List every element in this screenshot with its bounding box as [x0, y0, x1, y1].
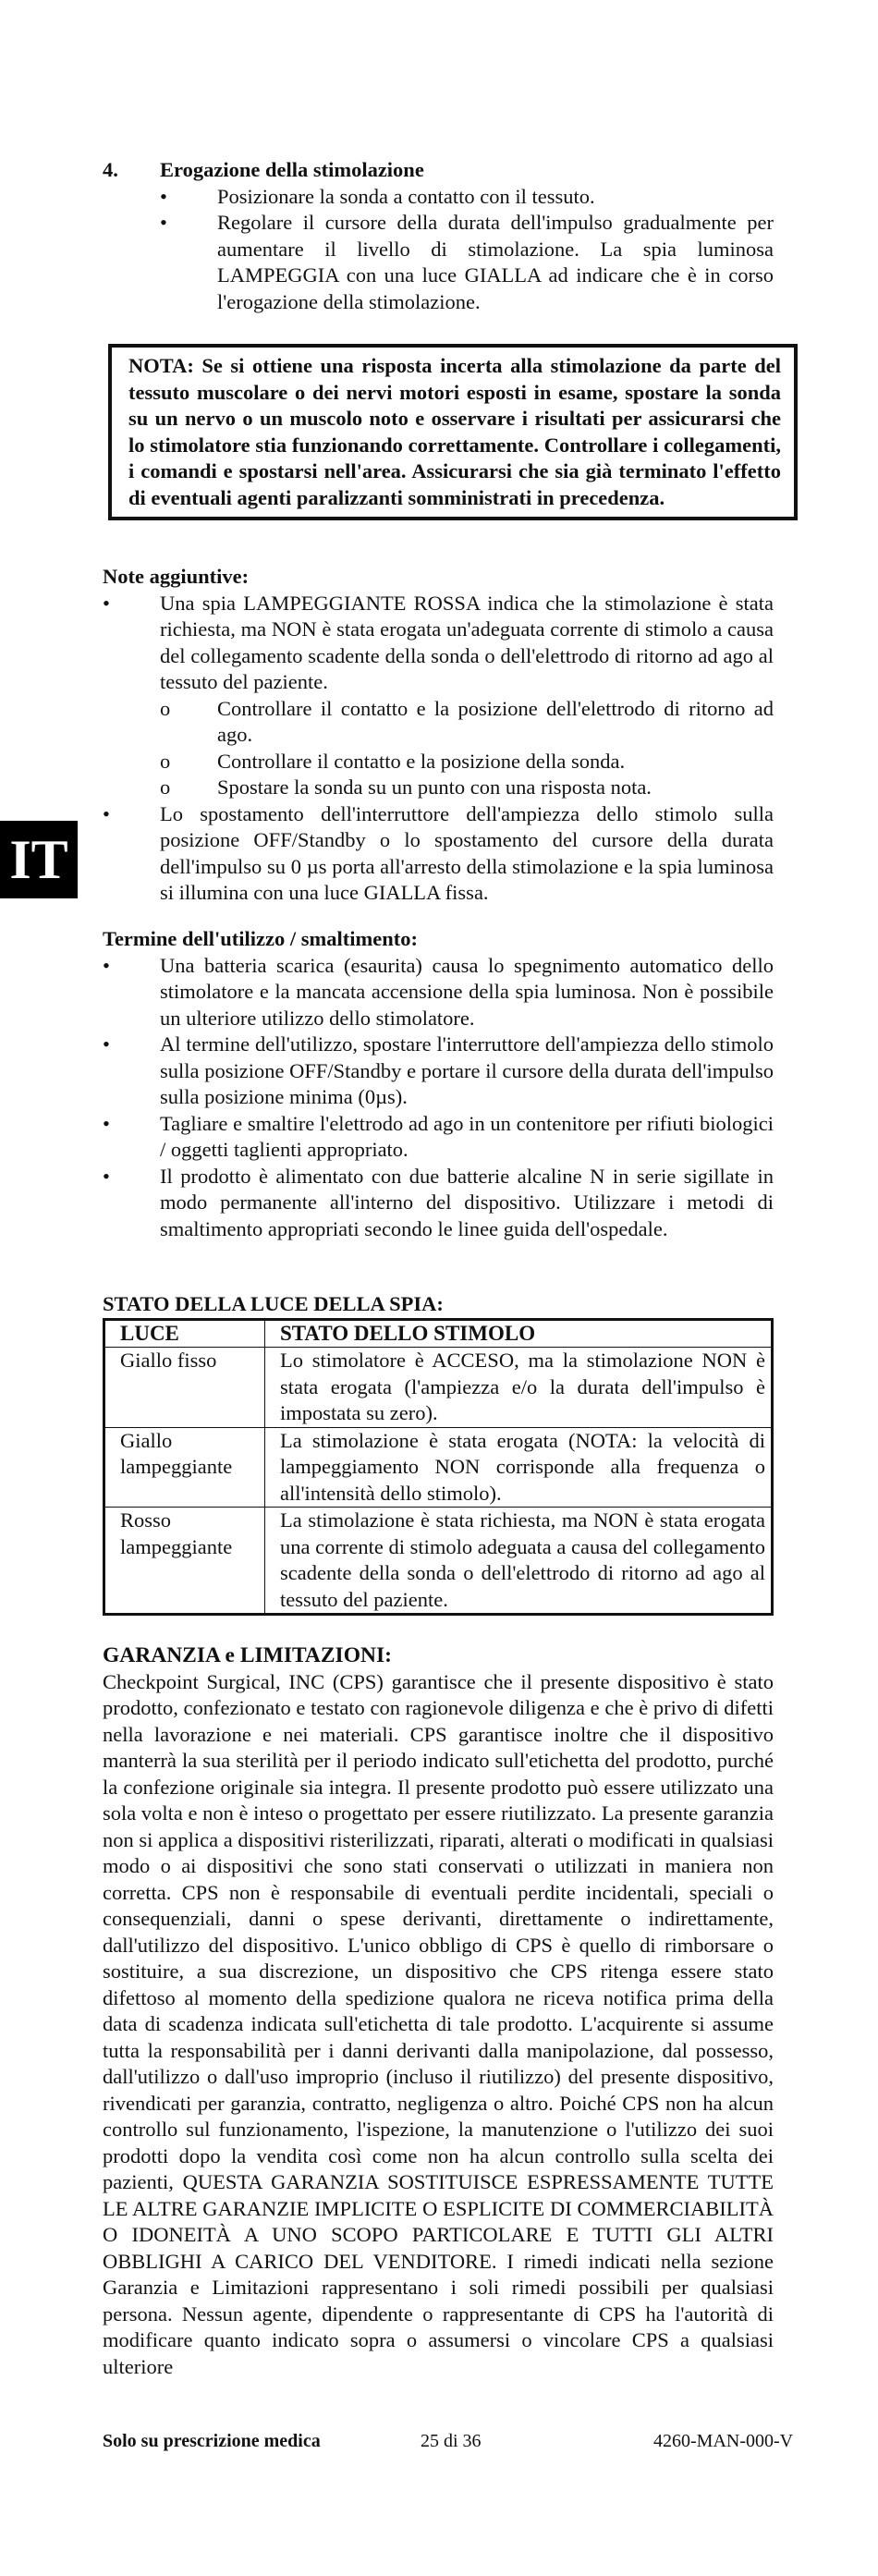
- sub-list-item: o Spostare la sonda su un punto con una risposta nota.: [103, 775, 774, 801]
- light-cell: Rosso lampeggiante: [104, 1508, 265, 1615]
- warranty-text: Checkpoint Surgical, INC (CPS) garantisce che il presente dispositivo è stato prodotto, confezionato e testato con ragionevole diligenza e che è privo di difetti nella lavorazione e nei materiali. CPS garantisce inoltre che il dispositivo manterrà la sua sterilità per il periodo indicato sull'etichetta del prodotto, purché la confezione originale sia integra. Il presente prodotto può essere utilizzato una sola volta e non è inteso o progettato per essere riutilizzato. La presente garanzia non si applica a dispositivi risterilizzati, riparati, alterati o modificati in qualsiasi modo o ai dispositivi che sono stati conservati o utilizzati in maniera non corretta. CPS non è responsabile di eventuali perdite incidentali, speciali o consequenziali, danni o spese derivanti, direttamente o indirettamente, dall'utilizzo del dispositivo. L'unico obbligo di CPS è quello di rimborsare o sostituire, a sua discrezione, un dispositivo che CPS ritenga essere stato difettoso al momento della spedizione qualora ne riceva notifica prima della data di scadenza indicata sull'etichetta di tale prodotto. L'acquirente si assume tutta la responsabilità per i danni derivanti dalla manipolazione, dal possesso, dall'utilizzo o dall'uso improprio (incluso il riutilizzo) del presente dispositivo, rivendicati per garanzia, contratto, negligenza o altro. Poiché CPS non ha alcun controllo sul funzionamento, l'ispezione, la manutenzione o l'utilizzo dei suoi prodotti dopo la vendita così come non ha alcun controllo sulla scelta dei pazienti, QUESTA GARANZIA SOSTITUISCE ESPRESSAMENTE TUTTE LE ALTRE GARANZIE IMPLICITE O ESPLICITE DI COMMERCIABILITÀ O IDONEITÀ A UNO SCOPO PARTICOLARE E TUTTI GLI ALTRI OBBLIGHI A CARICO DEL VENDITORE. I rimedi indicati nella sezione Garanzia e Limitazioni rappresentano i soli rimedi possibili per qualsiasi persona. Nessun agente, dipendente o rappresentante di CPS ha l'autorità di modificare quanto indicato sopra o assumersi o vincolare CPS a qualsiasi ulteriore: [103, 1669, 774, 2378]
- status-table-title: STATO DELLA LUCE DELLA SPIA:: [103, 1292, 444, 1315]
- sub-list-item: o Controllare il contatto e la posizione dell'elettrodo di ritorno ad ago.: [160, 696, 774, 746]
- note-box: NOTA: Se si ottiene una risposta incerta alla stimolazione da parte del tessuto muscolare o dei nervi motori esposti in esame, spostare la sonda su un nervo o un muscolo noto e osservare i risultati per assicurarsi che lo stimolatore stia funzionando correttamente. Controllare i collegamenti, i comandi e spostarsi nell'area. Assicurarsi che sia già terminato l'effetto di eventuali agenti paralizzanti somministrati in precedenza.: [108, 344, 798, 520]
- bullet-icon: •: [103, 591, 110, 615]
- section-4: [103, 157, 774, 315]
- additional-notes: [103, 564, 774, 907]
- end-of-use-title: Termine dell'utilizzo / smaltimento:: [103, 927, 418, 950]
- list-item: • Una spia LAMPEGGIANTE ROSSA indica che la stimolazione è stata richiesta, ma NON è stata erogata un'adeguata corrente di stimolo a causa del collegamento scadente della sonda o dell'elettrodo di ritorno ad ago al tessuto del paziente. o Controllare il contatto e la posizione dell'elettrodo di ritorno ad ago. o Controllare il contatto e la posizione della sonda. o Spostare la sonda su un punto con una risposta nota.: [103, 591, 774, 801]
- list-item: • Regolare il cursore della durata dell'impulso gradualmente per aumentare il livello di stimolazione. La spia luminosa LAMPEGGIA con una luce GIALLA ad indicare che è in corso l'erogazione della stimolazione.: [160, 211, 774, 313]
- status-cell: La stimolazione è stata erogata (NOTA: la velocità di lampeggiamento NON corrisponde alla frequenza o all'intensità dello stimolo).: [265, 1427, 773, 1508]
- bullet-icon: •: [103, 1032, 110, 1056]
- status-cell: Lo stimolatore è ACCESO, ma la stimolazione NON è stata erogata (l'ampiezza e/o la durata dell'impulso è impostata su zero).: [265, 1348, 773, 1428]
- list-item: • Il prodotto è alimentato con due batterie alcaline N in serie sigillate in modo permanente all'interno del dispositivo. Utilizzare i metodi di smaltimento appropriati secondo le linee guida dell'ospedale.: [103, 1164, 774, 1240]
- list-item: • Al termine dell'utilizzo, spostare l'interruttore dell'ampiezza dello stimolo sulla posizione OFF/Standby e portare il cursore della durata dell'impulso sulla posizione minima (0µs).: [103, 1032, 774, 1108]
- table-row: [104, 1427, 773, 1508]
- section-4-list: [160, 184, 774, 316]
- notes-list: [103, 591, 774, 907]
- warranty-title: GARANZIA e LIMITAZIONI:: [103, 1643, 392, 1667]
- document-code: 4260-MAN-000-V: [653, 2431, 794, 2451]
- language-tab: IT: [0, 821, 78, 898]
- bullet-icon: •: [103, 1164, 110, 1188]
- header-light: LUCE: [104, 1319, 265, 1348]
- end-of-use: [103, 926, 774, 1242]
- table-header-row: [104, 1319, 773, 1348]
- light-cell: Giallo lampeggiante: [104, 1427, 265, 1508]
- sub-list-item: o Controllare il contatto e la posizione della sonda.: [103, 749, 774, 775]
- list-item: • Lo spostamento dell'interruttore dell'ampiezza dello stimolo sulla posizione OFF/Standby o lo spostamento del cursore della durata dell'impulso su 0 µs porta all'arresto della stimolazione e la spia luminosa si illumina con una luce GIALLA fissa.: [103, 801, 774, 904]
- bullet-icon: •: [103, 953, 110, 977]
- section-title: Erogazione della stimolazione: [160, 158, 424, 181]
- bullet-icon: •: [160, 211, 167, 234]
- page-footer: [103, 2428, 805, 2456]
- table-row: [104, 1508, 773, 1615]
- list-item: • Una batteria scarica (esaurita) causa lo spegnimento automatico dello stimolatore e la mancata accensione della spia luminosa. Non è possibile un ulteriore utilizzo dello stimolatore.: [103, 953, 774, 1030]
- bullet-icon: •: [103, 801, 110, 825]
- circle-bullet-icon: o: [160, 696, 171, 720]
- bullet-icon: •: [103, 1111, 110, 1135]
- section-number: 4.: [103, 158, 118, 181]
- notes-title: Note aggiuntive:: [103, 565, 250, 588]
- circle-bullet-icon: o: [160, 749, 171, 773]
- list-item: • Posizionare la sonda a contatto con il tessuto.: [160, 184, 774, 211]
- light-cell: Giallo fisso: [104, 1348, 265, 1428]
- section-4-heading: [103, 157, 774, 184]
- status-cell: La stimolazione è stata richiesta, ma NON è stata erogata una corrente di stimolo adeguata a causa del collegamento scadente della sonda o dell'elettrodo di ritorno ad ago al tessuto del paziente.: [265, 1508, 773, 1615]
- table-row: [104, 1348, 773, 1428]
- end-of-use-list: [103, 953, 774, 1243]
- notes-sub-list: [103, 696, 774, 801]
- warranty-section: [103, 1642, 774, 2380]
- header-status: STATO DELLO STIMOLO: [265, 1319, 773, 1348]
- status-table: [103, 1318, 774, 1617]
- footer-prescription: Solo su prescrizione medica: [103, 2431, 321, 2451]
- circle-bullet-icon: o: [160, 775, 171, 799]
- bullet-icon: •: [160, 184, 167, 208]
- status-section: [103, 1291, 774, 1616]
- page-number: 25 di 36: [421, 2431, 482, 2451]
- list-item: • Tagliare e smaltire l'elettrodo ad ago in un contenitore per rifiuti biologici / oggetti taglienti appropriato.: [103, 1111, 774, 1161]
